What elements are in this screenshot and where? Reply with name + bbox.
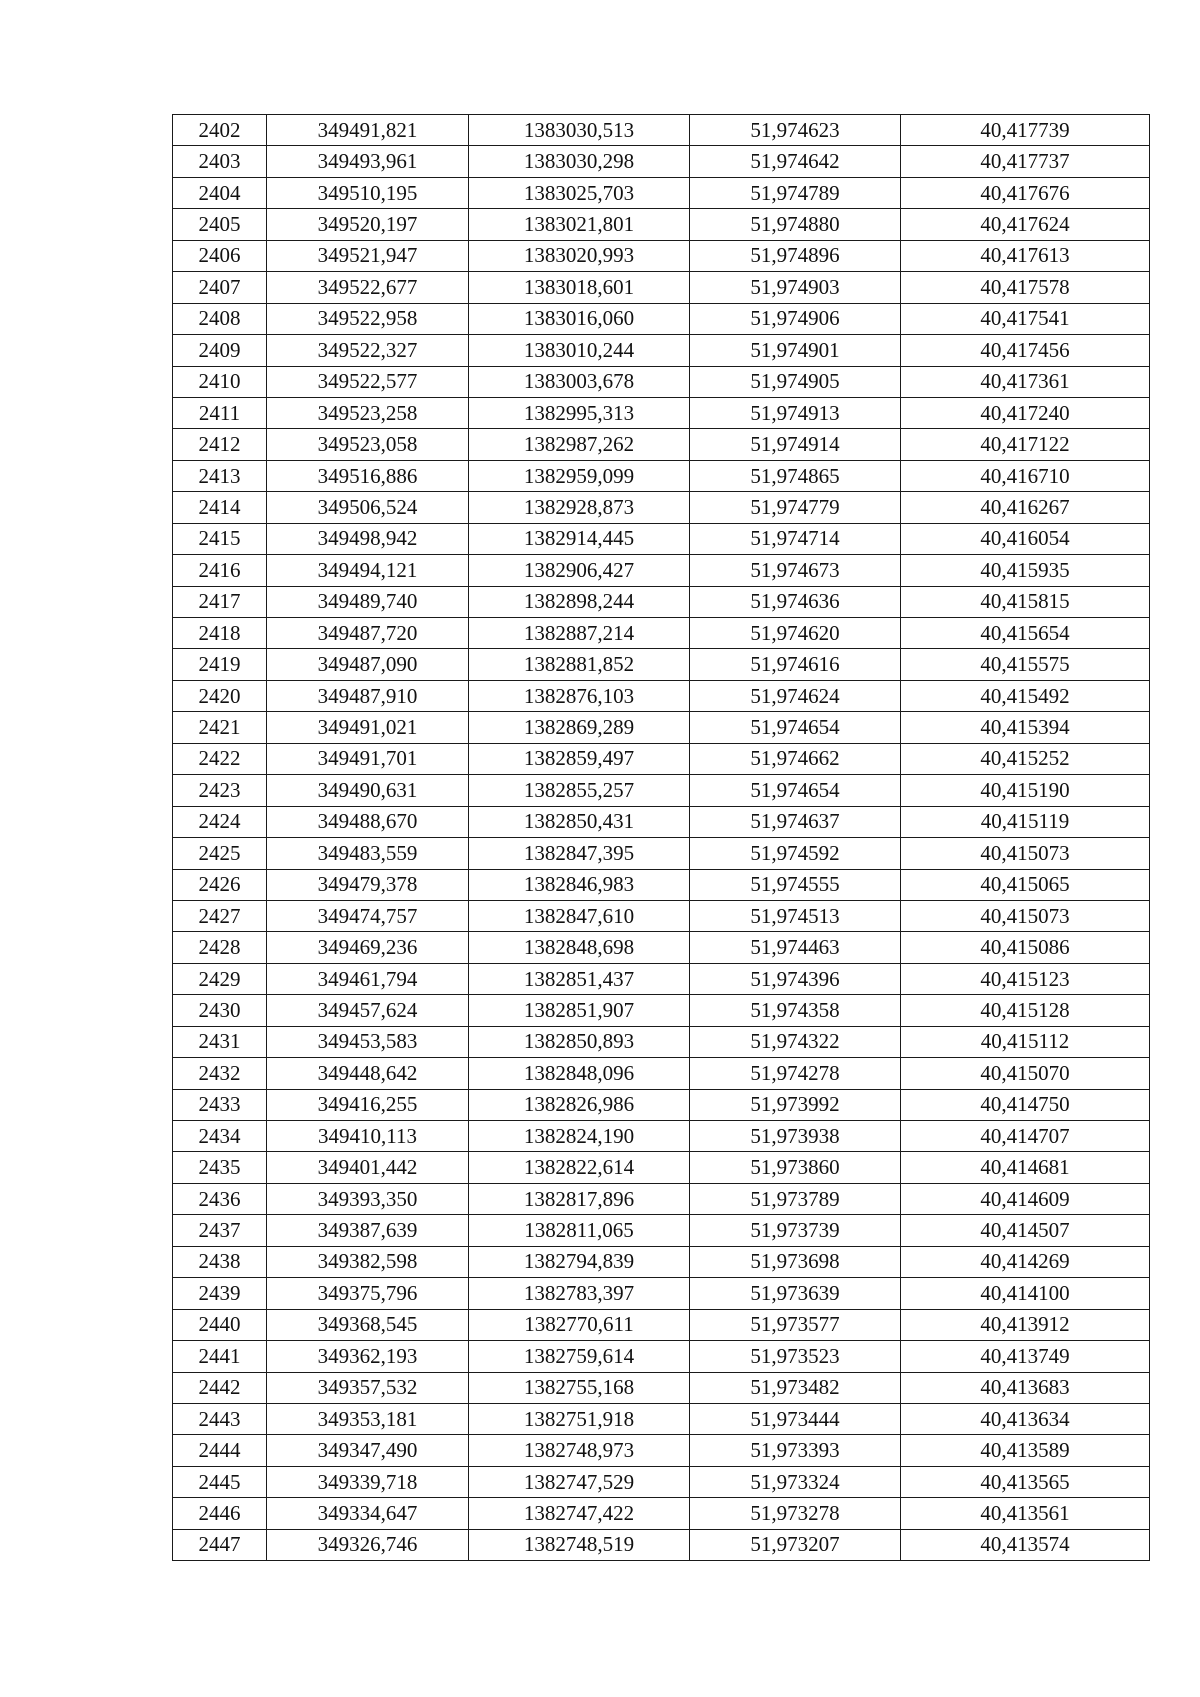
longitude-cell: 40,416054 [901, 523, 1150, 554]
longitude-cell: 40,414507 [901, 1215, 1150, 1246]
table-row [173, 335, 1150, 366]
point-number-cell: 2439 [173, 1278, 267, 1309]
x-coordinate-cell: 349448,642 [267, 1058, 469, 1089]
x-coordinate-cell: 349522,677 [267, 272, 469, 303]
y-coordinate-cell: 1382855,257 [469, 775, 690, 806]
y-coordinate-cell: 1382747,422 [469, 1498, 690, 1529]
y-coordinate-cell: 1383018,601 [469, 272, 690, 303]
x-coordinate-cell: 349490,631 [267, 775, 469, 806]
longitude-cell: 40,415654 [901, 618, 1150, 649]
point-number-cell: 2404 [173, 177, 267, 208]
y-coordinate-cell: 1382987,262 [469, 429, 690, 460]
longitude-cell: 40,417361 [901, 366, 1150, 397]
y-coordinate-cell: 1383020,993 [469, 240, 690, 271]
table-row [173, 995, 1150, 1026]
table-row [173, 177, 1150, 208]
y-coordinate-cell: 1382748,519 [469, 1529, 690, 1560]
y-coordinate-cell: 1382898,244 [469, 586, 690, 617]
longitude-cell: 40,415086 [901, 932, 1150, 963]
x-coordinate-cell: 349487,910 [267, 680, 469, 711]
point-number-cell: 2423 [173, 775, 267, 806]
latitude-cell: 51,974623 [690, 115, 901, 146]
latitude-cell: 51,973992 [690, 1089, 901, 1120]
longitude-cell: 40,415492 [901, 680, 1150, 711]
table-row [173, 586, 1150, 617]
table-row [173, 1529, 1150, 1560]
point-number-cell: 2411 [173, 397, 267, 428]
latitude-cell: 51,973739 [690, 1215, 901, 1246]
point-number-cell: 2409 [173, 335, 267, 366]
x-coordinate-cell: 349491,821 [267, 115, 469, 146]
longitude-cell: 40,415123 [901, 963, 1150, 994]
table-row [173, 1246, 1150, 1277]
point-number-cell: 2427 [173, 900, 267, 931]
point-number-cell: 2420 [173, 680, 267, 711]
y-coordinate-cell: 1382755,168 [469, 1372, 690, 1403]
point-number-cell: 2445 [173, 1466, 267, 1497]
longitude-cell: 40,414609 [901, 1183, 1150, 1214]
latitude-cell: 51,974906 [690, 303, 901, 334]
y-coordinate-cell: 1383010,244 [469, 335, 690, 366]
y-coordinate-cell: 1382822,614 [469, 1152, 690, 1183]
latitude-cell: 51,974903 [690, 272, 901, 303]
y-coordinate-cell: 1383030,298 [469, 146, 690, 177]
x-coordinate-cell: 349353,181 [267, 1403, 469, 1434]
table-row [173, 1498, 1150, 1529]
latitude-cell: 51,974779 [690, 492, 901, 523]
latitude-cell: 51,974358 [690, 995, 901, 1026]
table-row [173, 555, 1150, 586]
y-coordinate-cell: 1382887,214 [469, 618, 690, 649]
table-row [173, 712, 1150, 743]
x-coordinate-cell: 349522,577 [267, 366, 469, 397]
x-coordinate-cell: 349487,090 [267, 649, 469, 680]
table-row [173, 272, 1150, 303]
longitude-cell: 40,417676 [901, 177, 1150, 208]
latitude-cell: 51,974620 [690, 618, 901, 649]
point-number-cell: 2412 [173, 429, 267, 460]
table-row [173, 869, 1150, 900]
y-coordinate-cell: 1383021,801 [469, 209, 690, 240]
longitude-cell: 40,415190 [901, 775, 1150, 806]
point-number-cell: 2446 [173, 1498, 267, 1529]
y-coordinate-cell: 1382851,437 [469, 963, 690, 994]
x-coordinate-cell: 349393,350 [267, 1183, 469, 1214]
table-row [173, 492, 1150, 523]
table-row [173, 460, 1150, 491]
y-coordinate-cell: 1382851,907 [469, 995, 690, 1026]
longitude-cell: 40,415128 [901, 995, 1150, 1026]
x-coordinate-cell: 349362,193 [267, 1341, 469, 1372]
longitude-cell: 40,416267 [901, 492, 1150, 523]
x-coordinate-cell: 349520,197 [267, 209, 469, 240]
longitude-cell: 40,413574 [901, 1529, 1150, 1560]
y-coordinate-cell: 1382959,099 [469, 460, 690, 491]
x-coordinate-cell: 349401,442 [267, 1152, 469, 1183]
point-number-cell: 2443 [173, 1403, 267, 1434]
latitude-cell: 51,974654 [690, 712, 901, 743]
table-row [173, 900, 1150, 931]
table-row [173, 743, 1150, 774]
y-coordinate-cell: 1382995,313 [469, 397, 690, 428]
latitude-cell: 51,974913 [690, 397, 901, 428]
y-coordinate-cell: 1382751,918 [469, 1403, 690, 1434]
y-coordinate-cell: 1382826,986 [469, 1089, 690, 1120]
longitude-cell: 40,417578 [901, 272, 1150, 303]
longitude-cell: 40,413683 [901, 1372, 1150, 1403]
coordinates-table [172, 114, 1150, 1561]
latitude-cell: 51,973789 [690, 1183, 901, 1214]
x-coordinate-cell: 349375,796 [267, 1278, 469, 1309]
latitude-cell: 51,973860 [690, 1152, 901, 1183]
table-row [173, 1309, 1150, 1340]
longitude-cell: 40,415119 [901, 806, 1150, 837]
x-coordinate-cell: 349510,195 [267, 177, 469, 208]
point-number-cell: 2434 [173, 1121, 267, 1152]
x-coordinate-cell: 349506,524 [267, 492, 469, 523]
longitude-cell: 40,416710 [901, 460, 1150, 491]
longitude-cell: 40,413634 [901, 1403, 1150, 1434]
table-row [173, 115, 1150, 146]
point-number-cell: 2421 [173, 712, 267, 743]
point-number-cell: 2429 [173, 963, 267, 994]
y-coordinate-cell: 1382869,289 [469, 712, 690, 743]
table-row [173, 838, 1150, 869]
latitude-cell: 51,974637 [690, 806, 901, 837]
longitude-cell: 40,414100 [901, 1278, 1150, 1309]
y-coordinate-cell: 1383025,703 [469, 177, 690, 208]
longitude-cell: 40,415073 [901, 900, 1150, 931]
x-coordinate-cell: 349521,947 [267, 240, 469, 271]
y-coordinate-cell: 1382847,610 [469, 900, 690, 931]
table-row [173, 618, 1150, 649]
longitude-cell: 40,414707 [901, 1121, 1150, 1152]
point-number-cell: 2424 [173, 806, 267, 837]
point-number-cell: 2415 [173, 523, 267, 554]
x-coordinate-cell: 349498,942 [267, 523, 469, 554]
y-coordinate-cell: 1382811,065 [469, 1215, 690, 1246]
table-row [173, 1183, 1150, 1214]
y-coordinate-cell: 1382848,698 [469, 932, 690, 963]
table-row [173, 680, 1150, 711]
x-coordinate-cell: 349461,794 [267, 963, 469, 994]
longitude-cell: 40,413565 [901, 1466, 1150, 1497]
latitude-cell: 51,974463 [690, 932, 901, 963]
y-coordinate-cell: 1382850,431 [469, 806, 690, 837]
table-row [173, 209, 1150, 240]
latitude-cell: 51,973278 [690, 1498, 901, 1529]
longitude-cell: 40,417541 [901, 303, 1150, 334]
latitude-cell: 51,974905 [690, 366, 901, 397]
latitude-cell: 51,973523 [690, 1341, 901, 1372]
longitude-cell: 40,415065 [901, 869, 1150, 900]
longitude-cell: 40,417737 [901, 146, 1150, 177]
y-coordinate-cell: 1382794,839 [469, 1246, 690, 1277]
point-number-cell: 2431 [173, 1026, 267, 1057]
table-row [173, 1026, 1150, 1057]
point-number-cell: 2436 [173, 1183, 267, 1214]
longitude-cell: 40,417122 [901, 429, 1150, 460]
x-coordinate-cell: 349410,113 [267, 1121, 469, 1152]
table-row [173, 1089, 1150, 1120]
latitude-cell: 51,974396 [690, 963, 901, 994]
latitude-cell: 51,973207 [690, 1529, 901, 1560]
x-coordinate-cell: 349382,598 [267, 1246, 469, 1277]
longitude-cell: 40,417624 [901, 209, 1150, 240]
x-coordinate-cell: 349522,327 [267, 335, 469, 366]
latitude-cell: 51,973938 [690, 1121, 901, 1152]
point-number-cell: 2403 [173, 146, 267, 177]
latitude-cell: 51,974322 [690, 1026, 901, 1057]
point-number-cell: 2437 [173, 1215, 267, 1246]
point-number-cell: 2402 [173, 115, 267, 146]
x-coordinate-cell: 349489,740 [267, 586, 469, 617]
latitude-cell: 51,973698 [690, 1246, 901, 1277]
latitude-cell: 51,974901 [690, 335, 901, 366]
point-number-cell: 2419 [173, 649, 267, 680]
latitude-cell: 51,973393 [690, 1435, 901, 1466]
x-coordinate-cell: 349326,746 [267, 1529, 469, 1560]
latitude-cell: 51,973639 [690, 1278, 901, 1309]
point-number-cell: 2432 [173, 1058, 267, 1089]
x-coordinate-cell: 349334,647 [267, 1498, 469, 1529]
x-coordinate-cell: 349493,961 [267, 146, 469, 177]
y-coordinate-cell: 1382817,896 [469, 1183, 690, 1214]
x-coordinate-cell: 349522,958 [267, 303, 469, 334]
point-number-cell: 2418 [173, 618, 267, 649]
longitude-cell: 40,415112 [901, 1026, 1150, 1057]
point-number-cell: 2447 [173, 1529, 267, 1560]
x-coordinate-cell: 349494,121 [267, 555, 469, 586]
table-row [173, 806, 1150, 837]
x-coordinate-cell: 349488,670 [267, 806, 469, 837]
longitude-cell: 40,413589 [901, 1435, 1150, 1466]
x-coordinate-cell: 349368,545 [267, 1309, 469, 1340]
x-coordinate-cell: 349516,886 [267, 460, 469, 491]
x-coordinate-cell: 349523,058 [267, 429, 469, 460]
longitude-cell: 40,415070 [901, 1058, 1150, 1089]
latitude-cell: 51,973577 [690, 1309, 901, 1340]
longitude-cell: 40,417613 [901, 240, 1150, 271]
table-row [173, 1372, 1150, 1403]
table-row [173, 775, 1150, 806]
x-coordinate-cell: 349457,624 [267, 995, 469, 1026]
latitude-cell: 51,973482 [690, 1372, 901, 1403]
table-row [173, 303, 1150, 334]
point-number-cell: 2414 [173, 492, 267, 523]
table-row [173, 963, 1150, 994]
y-coordinate-cell: 1382783,397 [469, 1278, 690, 1309]
y-coordinate-cell: 1383003,678 [469, 366, 690, 397]
table-row [173, 1278, 1150, 1309]
table-row [173, 1058, 1150, 1089]
latitude-cell: 51,974880 [690, 209, 901, 240]
point-number-cell: 2407 [173, 272, 267, 303]
table-row [173, 1121, 1150, 1152]
point-number-cell: 2426 [173, 869, 267, 900]
point-number-cell: 2413 [173, 460, 267, 491]
latitude-cell: 51,974636 [690, 586, 901, 617]
point-number-cell: 2422 [173, 743, 267, 774]
longitude-cell: 40,413749 [901, 1341, 1150, 1372]
latitude-cell: 51,974616 [690, 649, 901, 680]
latitude-cell: 51,974624 [690, 680, 901, 711]
y-coordinate-cell: 1382846,983 [469, 869, 690, 900]
longitude-cell: 40,414681 [901, 1152, 1150, 1183]
latitude-cell: 51,974592 [690, 838, 901, 869]
x-coordinate-cell: 349491,021 [267, 712, 469, 743]
longitude-cell: 40,414269 [901, 1246, 1150, 1277]
longitude-cell: 40,414750 [901, 1089, 1150, 1120]
x-coordinate-cell: 349416,255 [267, 1089, 469, 1120]
x-coordinate-cell: 349347,490 [267, 1435, 469, 1466]
point-number-cell: 2440 [173, 1309, 267, 1340]
point-number-cell: 2428 [173, 932, 267, 963]
latitude-cell: 51,974642 [690, 146, 901, 177]
latitude-cell: 51,974914 [690, 429, 901, 460]
table-row [173, 1466, 1150, 1497]
latitude-cell: 51,974673 [690, 555, 901, 586]
y-coordinate-cell: 1383030,513 [469, 115, 690, 146]
longitude-cell: 40,415815 [901, 586, 1150, 617]
y-coordinate-cell: 1382850,893 [469, 1026, 690, 1057]
point-number-cell: 2417 [173, 586, 267, 617]
y-coordinate-cell: 1382747,529 [469, 1466, 690, 1497]
latitude-cell: 51,974555 [690, 869, 901, 900]
table-row [173, 397, 1150, 428]
coordinates-table-body [173, 115, 1150, 1561]
table-row [173, 1403, 1150, 1434]
latitude-cell: 51,974896 [690, 240, 901, 271]
point-number-cell: 2444 [173, 1435, 267, 1466]
longitude-cell: 40,417739 [901, 115, 1150, 146]
point-number-cell: 2416 [173, 555, 267, 586]
x-coordinate-cell: 349474,757 [267, 900, 469, 931]
table-row [173, 1215, 1150, 1246]
latitude-cell: 51,974278 [690, 1058, 901, 1089]
x-coordinate-cell: 349483,559 [267, 838, 469, 869]
longitude-cell: 40,415252 [901, 743, 1150, 774]
y-coordinate-cell: 1382770,611 [469, 1309, 690, 1340]
y-coordinate-cell: 1382876,103 [469, 680, 690, 711]
latitude-cell: 51,974714 [690, 523, 901, 554]
table-row [173, 1152, 1150, 1183]
point-number-cell: 2435 [173, 1152, 267, 1183]
x-coordinate-cell: 349491,701 [267, 743, 469, 774]
y-coordinate-cell: 1382824,190 [469, 1121, 690, 1152]
y-coordinate-cell: 1382928,873 [469, 492, 690, 523]
table-row [173, 429, 1150, 460]
y-coordinate-cell: 1382859,497 [469, 743, 690, 774]
x-coordinate-cell: 349357,532 [267, 1372, 469, 1403]
longitude-cell: 40,417456 [901, 335, 1150, 366]
point-number-cell: 2410 [173, 366, 267, 397]
y-coordinate-cell: 1382848,096 [469, 1058, 690, 1089]
table-row [173, 146, 1150, 177]
longitude-cell: 40,413912 [901, 1309, 1150, 1340]
table-row [173, 366, 1150, 397]
latitude-cell: 51,974865 [690, 460, 901, 491]
longitude-cell: 40,415935 [901, 555, 1150, 586]
y-coordinate-cell: 1382759,614 [469, 1341, 690, 1372]
x-coordinate-cell: 349339,718 [267, 1466, 469, 1497]
point-number-cell: 2430 [173, 995, 267, 1026]
latitude-cell: 51,974662 [690, 743, 901, 774]
point-number-cell: 2408 [173, 303, 267, 334]
y-coordinate-cell: 1383016,060 [469, 303, 690, 334]
y-coordinate-cell: 1382881,852 [469, 649, 690, 680]
point-number-cell: 2406 [173, 240, 267, 271]
longitude-cell: 40,415394 [901, 712, 1150, 743]
y-coordinate-cell: 1382906,427 [469, 555, 690, 586]
table-row [173, 523, 1150, 554]
longitude-cell: 40,413561 [901, 1498, 1150, 1529]
x-coordinate-cell: 349469,236 [267, 932, 469, 963]
longitude-cell: 40,415073 [901, 838, 1150, 869]
x-coordinate-cell: 349453,583 [267, 1026, 469, 1057]
longitude-cell: 40,415575 [901, 649, 1150, 680]
point-number-cell: 2438 [173, 1246, 267, 1277]
table-row [173, 240, 1150, 271]
table-row [173, 932, 1150, 963]
y-coordinate-cell: 1382914,445 [469, 523, 690, 554]
x-coordinate-cell: 349523,258 [267, 397, 469, 428]
x-coordinate-cell: 349479,378 [267, 869, 469, 900]
latitude-cell: 51,974654 [690, 775, 901, 806]
point-number-cell: 2442 [173, 1372, 267, 1403]
latitude-cell: 51,973444 [690, 1403, 901, 1434]
longitude-cell: 40,417240 [901, 397, 1150, 428]
latitude-cell: 51,974513 [690, 900, 901, 931]
point-number-cell: 2433 [173, 1089, 267, 1120]
x-coordinate-cell: 349387,639 [267, 1215, 469, 1246]
latitude-cell: 51,973324 [690, 1466, 901, 1497]
table-row [173, 1341, 1150, 1372]
table-row [173, 649, 1150, 680]
point-number-cell: 2405 [173, 209, 267, 240]
table-row [173, 1435, 1150, 1466]
point-number-cell: 2441 [173, 1341, 267, 1372]
y-coordinate-cell: 1382748,973 [469, 1435, 690, 1466]
latitude-cell: 51,974789 [690, 177, 901, 208]
point-number-cell: 2425 [173, 838, 267, 869]
y-coordinate-cell: 1382847,395 [469, 838, 690, 869]
x-coordinate-cell: 349487,720 [267, 618, 469, 649]
